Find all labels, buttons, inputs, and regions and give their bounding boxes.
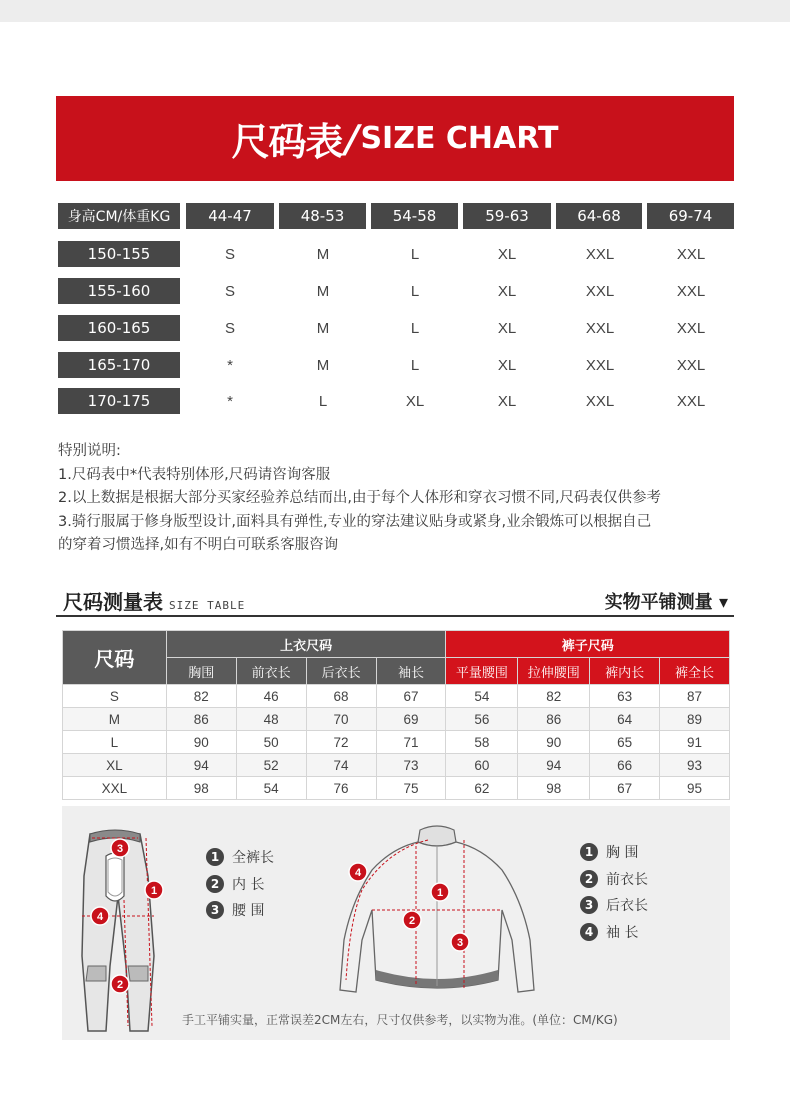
measure-cell: 63: [590, 685, 660, 708]
size-cell: *: [227, 392, 233, 410]
column-header: 拉伸腰围: [518, 658, 590, 685]
measure-cell: 76: [306, 777, 376, 800]
column-header: 平量腰围: [446, 658, 518, 685]
column-header: 胸围: [166, 658, 236, 685]
jersey-marker: [451, 933, 469, 951]
size-cell: XL: [497, 356, 517, 374]
svg-text:2: 2: [116, 979, 124, 991]
size-cell: L: [410, 319, 420, 337]
measure-cell: 98: [166, 777, 236, 800]
banner-title-cn: 尺码表: [231, 120, 343, 164]
svg-text:3: 3: [116, 843, 124, 855]
table-row: [63, 685, 730, 708]
svg-text:3: 3: [456, 937, 464, 949]
size-cell: L: [410, 245, 420, 263]
measure-cell: 70: [306, 708, 376, 731]
legend-item: [206, 844, 274, 871]
size-cell: M: [316, 319, 330, 337]
height-label: 160-165: [58, 315, 180, 341]
measure-cell: 48: [236, 708, 306, 731]
legend-number: 3: [206, 901, 224, 919]
size-chart-banner: [56, 96, 734, 181]
legend-number: 2: [206, 875, 224, 893]
column-header: 裤全长: [660, 658, 730, 685]
pants-marker: [91, 907, 109, 925]
legend-item: [580, 892, 648, 919]
measure-cell: 58: [446, 731, 518, 754]
measure-cell: 68: [306, 685, 376, 708]
jersey-legend: [580, 839, 648, 945]
legend-number: 1: [580, 843, 598, 861]
size-cell: M: [316, 245, 330, 263]
top-size-group: 上衣尺码: [166, 631, 446, 658]
size-cell: S: [224, 282, 235, 300]
pants-marker: [111, 975, 129, 993]
legend-number: 3: [580, 896, 598, 914]
legend-label: 袖 长: [606, 924, 639, 941]
jersey-marker: [431, 883, 449, 901]
table-row: [63, 777, 730, 800]
weight-header: 48-53: [279, 203, 366, 229]
table-row: [63, 754, 730, 777]
pants-size-group: 裤子尺码: [446, 631, 730, 658]
pants-illustration: [68, 816, 178, 1046]
measure-cell: 67: [376, 685, 446, 708]
size-cell: XXL: [585, 392, 615, 410]
size-label: XXL: [63, 777, 167, 800]
legend-item: [580, 866, 648, 893]
measure-cell: 82: [518, 685, 590, 708]
measurement-table: [62, 630, 730, 800]
weight-header: 59-63: [463, 203, 551, 229]
grid-corner-header: 身高CM/体重KG: [58, 203, 180, 229]
size-cell: S: [224, 245, 235, 263]
measure-cell: 82: [166, 685, 236, 708]
measure-cell: 66: [590, 754, 660, 777]
size-cell: XXL: [676, 392, 706, 410]
measure-cell: 95: [660, 777, 730, 800]
legend-number: 1: [206, 848, 224, 866]
legend-number: 2: [580, 870, 598, 888]
size-cell: XL: [497, 282, 517, 300]
measure-cell: 98: [518, 777, 590, 800]
measure-cell: 50: [236, 731, 306, 754]
weight-header: 44-47: [186, 203, 274, 229]
measure-cell: 54: [446, 685, 518, 708]
notes-heading: 特别说明:: [58, 443, 121, 459]
svg-text:1: 1: [436, 887, 444, 899]
measure-cell: 60: [446, 754, 518, 777]
section-divider: [56, 615, 734, 617]
measure-cell: 71: [376, 731, 446, 754]
svg-text:4: 4: [354, 867, 362, 879]
measure-cell: 90: [166, 731, 236, 754]
legend-item: [206, 871, 274, 898]
legend-label: 全裤长: [232, 850, 274, 867]
height-label: 165-170: [58, 352, 180, 378]
measure-cell: 75: [376, 777, 446, 800]
size-cell: XL: [405, 392, 425, 410]
size-cell: XL: [497, 319, 517, 337]
size-cell: XXL: [676, 356, 706, 374]
weight-header: 64-68: [556, 203, 642, 229]
column-header: 袖长: [376, 658, 446, 685]
size-cell: *: [227, 356, 233, 374]
size-cell: L: [410, 356, 420, 374]
measure-cell: 86: [518, 708, 590, 731]
height-label: 155-160: [58, 278, 180, 304]
measure-subtitle: SIZE TABLE: [169, 599, 246, 612]
size-label: S: [63, 685, 167, 708]
column-header: 前衣长: [236, 658, 306, 685]
note-line: 的穿着习惯选择,如有不明白可联系客服咨询: [58, 537, 339, 553]
legend-item: [580, 839, 648, 866]
measure-cell: 64: [590, 708, 660, 731]
weight-header: 69-74: [647, 203, 734, 229]
svg-text:1: 1: [150, 885, 158, 897]
legend-number: 4: [580, 923, 598, 941]
size-cell: XL: [497, 245, 517, 263]
size-cell: XXL: [676, 245, 706, 263]
diagram-footnote: 手工平铺实量，正常误差2CM左右，尺寸仅供参考，以实物为准。(单位：CM/KG): [182, 1013, 618, 1027]
measure-cell: 62: [446, 777, 518, 800]
column-header: 裤内长: [590, 658, 660, 685]
size-label: L: [63, 731, 167, 754]
pants-marker: [145, 881, 163, 899]
measure-cell: 93: [660, 754, 730, 777]
size-cell: S: [224, 319, 235, 337]
size-cell: XXL: [585, 245, 615, 263]
measure-cell: 52: [236, 754, 306, 777]
size-cell: XXL: [585, 282, 615, 300]
size-cell: L: [410, 282, 420, 300]
jersey-marker: [403, 911, 421, 929]
banner-slash: /: [339, 116, 364, 161]
table-row: [63, 731, 730, 754]
measure-cell: 87: [660, 685, 730, 708]
banner-title-en: SIZE CHART: [360, 121, 559, 156]
measure-cell: 46: [236, 685, 306, 708]
measure-cell: 90: [518, 731, 590, 754]
svg-text:2: 2: [408, 915, 416, 927]
measure-title: 尺码测量表: [63, 590, 163, 614]
table-row: [63, 708, 730, 731]
measure-cell: 56: [446, 708, 518, 731]
jersey-marker: [349, 863, 367, 881]
note-line: 3.骑行服属于修身版型设计,面料具有弹性,专业的穿法建议贴身或紧身,业余锻炼可以根据自己: [58, 513, 652, 530]
measure-cell: 65: [590, 731, 660, 754]
measure-cell: 86: [166, 708, 236, 731]
measure-cell: 67: [590, 777, 660, 800]
legend-label: 胸 围: [606, 845, 639, 862]
note-line: 2.以上数据是根据大部分买家经验养总结而出,由于每个人体形和穿衣习惯不同,尺码表仅供参考: [58, 490, 662, 506]
legend-label: 前衣长: [606, 871, 648, 888]
legend-item: [580, 919, 648, 946]
jersey-illustration: [332, 820, 542, 1010]
size-cell: XXL: [676, 319, 706, 337]
measure-section-title: [63, 586, 245, 615]
measure-cell: 89: [660, 708, 730, 731]
size-label: M: [63, 708, 167, 731]
size-header: 尺码: [63, 631, 167, 685]
size-cell: L: [318, 392, 328, 410]
size-cell: XXL: [585, 319, 615, 337]
legend-item: [206, 897, 274, 924]
measure-cell: 72: [306, 731, 376, 754]
height-label: 170-175: [58, 388, 180, 414]
svg-text:4: 4: [96, 911, 104, 923]
measure-cell: 94: [166, 754, 236, 777]
size-cell: XXL: [676, 282, 706, 300]
note-line: 1.尺码表中*代表特别体形,尺码请咨询客服: [58, 466, 331, 483]
size-cell: XL: [497, 392, 517, 410]
measure-cell: 91: [660, 731, 730, 754]
measure-cell: 74: [306, 754, 376, 777]
measure-cell: 69: [376, 708, 446, 731]
measurement-diagram: [62, 806, 730, 1040]
legend-label: 内 长: [232, 876, 265, 893]
measure-cell: 54: [236, 777, 306, 800]
column-header: 后衣长: [306, 658, 376, 685]
legend-label: 后衣长: [606, 898, 648, 915]
flat-measure-label: 实物平铺测量 ▾: [604, 592, 728, 613]
size-cell: M: [316, 282, 330, 300]
weight-header: 54-58: [371, 203, 458, 229]
height-label: 150-155: [58, 241, 180, 267]
pants-marker: [111, 839, 129, 857]
top-bar: [0, 0, 790, 22]
size-label: XL: [63, 754, 167, 777]
measure-cell: 94: [518, 754, 590, 777]
legend-label: 腰 围: [232, 903, 265, 920]
size-cell: M: [316, 356, 330, 374]
pants-legend: [206, 844, 274, 924]
special-notes: [58, 440, 748, 558]
size-cell: XXL: [585, 356, 615, 374]
measure-cell: 73: [376, 754, 446, 777]
